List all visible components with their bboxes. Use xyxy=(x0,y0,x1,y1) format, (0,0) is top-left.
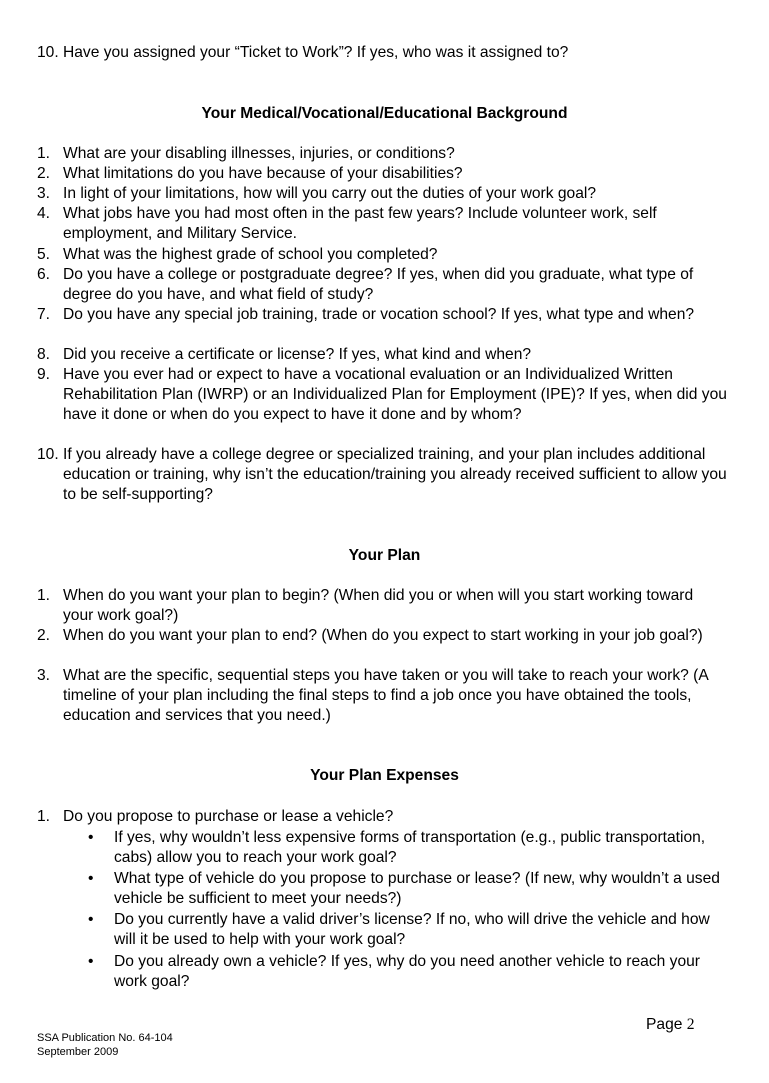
item-number: 5. xyxy=(37,246,51,263)
publication-date: September 2009 xyxy=(37,1046,119,1058)
item-number: 3. xyxy=(37,185,51,202)
item-number: 1. xyxy=(37,587,51,604)
item-number: 10. xyxy=(37,44,59,61)
item-number: 1. xyxy=(37,145,51,162)
item-text: What limitations do you have because of your disabilities? xyxy=(63,165,463,182)
question-item xyxy=(37,345,727,365)
item-number: 3. xyxy=(37,667,51,684)
bullet-text: What type of vehicle do you propose to purchase or lease? (If new, why wouldn’t a used vehicle be sufficient to meet your needs?) xyxy=(114,870,720,908)
publication-footer xyxy=(37,1031,173,1059)
item-text: Have you ever had or expect to have a vocational evaluation or an Individualized Written Rehabilitation Plan (IWRP) or an Individualized Plan for Employment (IPE)? If yes, when did you have it done or when do you expect to have it done and by whom? xyxy=(63,366,727,424)
item-text: Do you propose to purchase or lease a vehicle? xyxy=(63,808,394,825)
item-text: If you already have a college degree or specialized training, and your plan includes additional education or training, why isn’t the education/training you already received sufficient to allow you to be self-supporting? xyxy=(63,446,727,504)
item-text: Do you have a college or postgraduate degree? If yes, when did you graduate, what type of degree do you have, and what field of study? xyxy=(63,266,694,304)
bullet-text: Do you currently have a valid driver’s license? If no, who will drive the vehicle and how will it be used to help with your work goal? xyxy=(114,911,710,949)
item-text: What are the specific, sequential steps you have taken or you will take to reach your work? (A timeline of your plan including the final steps to find a job once you have obtained the tools, education and services that you need.) xyxy=(63,667,708,725)
bullet-icon: • xyxy=(88,911,94,928)
question-item xyxy=(37,305,727,325)
item-text: In light of your limitations, how will you carry out the duties of your work goal? xyxy=(63,185,597,202)
bullet-text: If yes, why wouldn’t less expensive forms of transportation (e.g., public transportation, cabs) allow you to reach your work goal? xyxy=(114,829,706,867)
item-number: 8. xyxy=(37,346,51,363)
item-number: 2. xyxy=(37,165,51,182)
question-item xyxy=(37,445,727,506)
bullet-icon: • xyxy=(88,829,94,846)
page-digit: 2 xyxy=(686,1016,695,1033)
item-number: 1. xyxy=(37,808,51,825)
section-heading-expenses: Your Plan Expenses xyxy=(310,767,459,784)
question-item xyxy=(37,245,727,265)
bullet-icon: • xyxy=(88,870,94,887)
question-item xyxy=(37,184,727,204)
item-text: What jobs have you had most often in the past few years? Include volunteer work, self employment, and Military Service. xyxy=(63,205,657,243)
page-label: Page xyxy=(646,1016,687,1033)
bullet-item xyxy=(88,828,728,868)
bullet-item xyxy=(88,869,728,909)
item-text: Have you assigned your “Ticket to Work”? If yes, who was it assigned to? xyxy=(63,44,569,61)
item-text: Do you have any special job training, trade or vocation school? If yes, what type and when? xyxy=(63,306,695,323)
question-item xyxy=(37,164,727,184)
bullet-item xyxy=(88,910,728,950)
item-number: 9. xyxy=(37,366,51,383)
question-item xyxy=(37,204,727,244)
question-item xyxy=(37,626,727,646)
question-item xyxy=(37,807,727,827)
page-number xyxy=(646,1015,695,1035)
publication-number: SSA Publication No. 64-104 xyxy=(37,1032,173,1044)
question-item xyxy=(37,586,727,626)
question-item xyxy=(37,265,727,305)
section-heading-plan: Your Plan xyxy=(348,547,421,564)
bullet-icon: • xyxy=(88,953,94,970)
item-number: 4. xyxy=(37,205,51,222)
question-item xyxy=(37,43,727,63)
item-text: Did you receive a certificate or license? If yes, what kind and when? xyxy=(63,346,532,363)
item-text: When do you want your plan to begin? (When did you or when will you start working toward your work goal?) xyxy=(63,587,694,625)
bullet-item xyxy=(88,952,728,992)
question-item xyxy=(37,365,727,426)
bullet-text: Do you already own a vehicle? If yes, why do you need another vehicle to reach your work goal? xyxy=(114,953,700,991)
section-heading-background: Your Medical/Vocational/Educational Background xyxy=(201,105,568,122)
item-number: 7. xyxy=(37,306,51,323)
item-number: 2. xyxy=(37,627,51,644)
item-text: What was the highest grade of school you completed? xyxy=(63,246,438,263)
item-number: 6. xyxy=(37,266,51,283)
item-text: When do you want your plan to end? (When do you expect to start working in your job goal?) xyxy=(63,627,703,644)
item-text: What are your disabling illnesses, injuries, or conditions? xyxy=(63,145,455,162)
item-number: 10. xyxy=(37,446,59,463)
question-item xyxy=(37,144,727,164)
question-item xyxy=(37,666,727,727)
